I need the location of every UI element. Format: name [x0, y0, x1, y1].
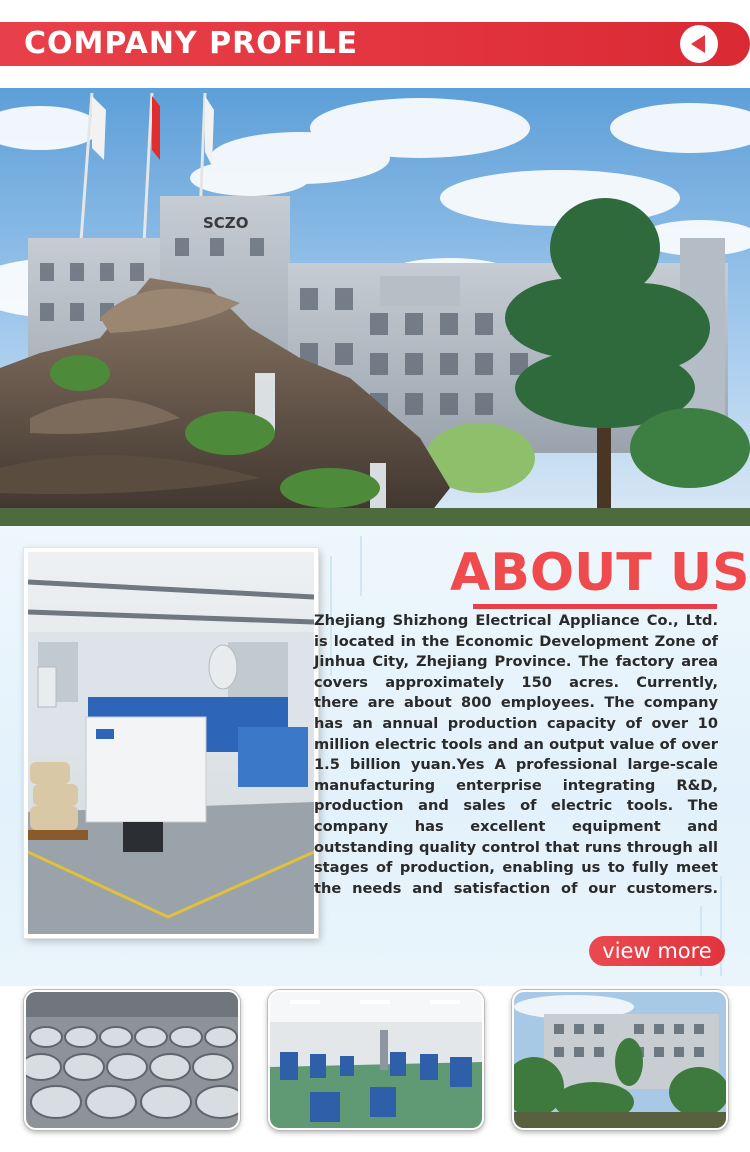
factory-illustration — [28, 552, 314, 934]
building-sign: SCZO — [203, 214, 249, 232]
thumbnail-aluminum-parts[interactable] — [24, 990, 240, 1130]
workshop-illustration — [270, 992, 482, 1128]
hero-building-photo — [0, 88, 750, 526]
about-us-underline — [473, 604, 717, 609]
about-us-title: ABOUT US — [450, 543, 750, 603]
factory-floor-photo — [24, 548, 318, 938]
thumbnail-campus[interactable] — [512, 990, 728, 1130]
company-profile-title: COMPANY PROFILE — [24, 26, 358, 61]
decorative-line — [360, 536, 362, 596]
back-button[interactable] — [680, 25, 718, 63]
about-us-description: Zhejiang Shizhong Electrical Appliance Co., Ltd. is located in the Economic Development Zone of Jinhua City, Zhejiang Province. The factory area covers approximately 150 acres. Currently, there are about 800 employees. The company has an annual production capacity of over 10 million electric tools and an output value of over 1.5 billion yuan.Yes A professional large-scale manufacturing enterprise integrating R&D, production and sales of electric tools. The company has excellent equipment and outstanding quality control that runs through all stages of production, enabling us to fully meet the needs and satisfaction of our customers. — [314, 612, 718, 897]
view-more-button[interactable]: view more — [589, 936, 725, 966]
aluminum-parts-illustration — [26, 992, 238, 1128]
triangle-left-icon — [680, 25, 718, 63]
campus-illustration — [514, 992, 726, 1128]
building-illustration — [0, 88, 750, 526]
thumbnail-workshop[interactable] — [268, 990, 484, 1130]
company-profile-banner — [0, 22, 750, 66]
